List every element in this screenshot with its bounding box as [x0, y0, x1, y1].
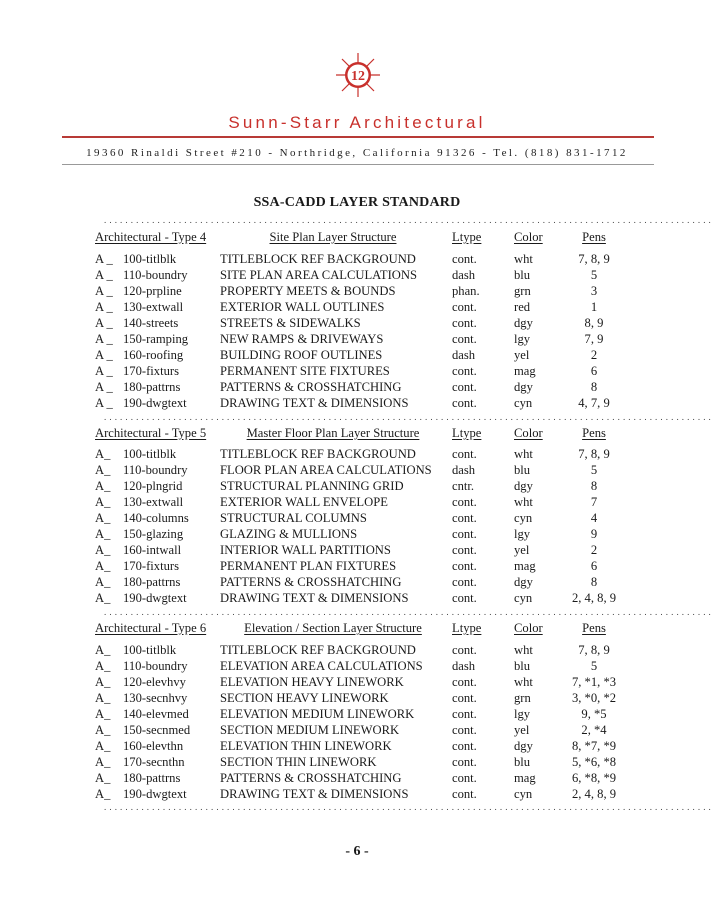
layer-code: 160-roofing	[123, 348, 184, 362]
layer-pens: 6	[590, 559, 598, 573]
layer-color: wht	[514, 675, 533, 689]
company-logo	[335, 52, 381, 98]
layer-color: red	[514, 300, 531, 314]
layer-color: wht	[514, 495, 533, 509]
header-rule	[62, 136, 654, 138]
layer-ltype: cont.	[452, 495, 477, 509]
layer-pens: 1	[590, 300, 598, 314]
layer-color: wht	[514, 447, 533, 461]
layer-code: 120-prpline	[123, 284, 182, 298]
layer-pens: 8	[590, 575, 598, 589]
layer-ltype: cont.	[452, 252, 477, 266]
column-ltype: Ltype	[452, 230, 482, 244]
layer-code: 140-elevmed	[123, 707, 189, 721]
row-prefix: A_	[95, 575, 111, 589]
row-prefix: A_	[95, 559, 111, 573]
section-type-label: Architectural - Type 4	[95, 230, 207, 244]
layer-pens: 7, *1, *3	[571, 675, 617, 689]
layer-color: dgy	[514, 380, 533, 394]
layer-pens: 7, 8, 9	[578, 643, 610, 657]
layer-ltype: dash	[452, 268, 476, 282]
layer-code: 110-boundry	[123, 268, 188, 282]
section-type-label: Architectural - Type 5	[95, 426, 207, 440]
section-structure-label: Site Plan Layer Structure	[269, 230, 397, 244]
layer-code: 180-pattrns	[123, 771, 181, 785]
layer-ltype: cont.	[452, 300, 477, 314]
layer-pens: 2, 4, 8, 9	[571, 591, 617, 605]
layer-code: 110-boundry	[123, 463, 188, 477]
row-prefix: A_	[95, 447, 111, 461]
page-number: - 6 -	[345, 844, 369, 859]
layer-code: 140-streets	[123, 316, 179, 330]
layer-description: FLOOR PLAN AREA CALCULATIONS	[220, 463, 432, 477]
layer-pens: 7	[590, 495, 598, 509]
layer-description: TITLEBLOCK REF BACKGROUND	[220, 447, 416, 461]
layer-code: 180-pattrns	[123, 575, 181, 589]
layer-code: 170-secnthn	[123, 755, 185, 769]
layer-code: 130-secnhvy	[123, 691, 188, 705]
layer-color: mag	[514, 771, 536, 785]
layer-code: 160-intwall	[123, 543, 182, 557]
layer-pens: 5, *6, *8	[571, 755, 617, 769]
column-pens: Pens	[582, 230, 606, 244]
layer-pens: 7, 8, 9	[578, 447, 610, 461]
layer-ltype: cont.	[452, 691, 477, 705]
column-ltype: Ltype	[452, 621, 482, 635]
layer-ltype: cont.	[452, 787, 477, 801]
row-prefix: A_	[95, 643, 111, 657]
layer-color: grn	[514, 284, 531, 298]
layer-description: GLAZING & MULLIONS	[220, 527, 358, 541]
layer-color: yel	[514, 543, 530, 557]
layer-color: lgy	[514, 527, 531, 541]
layer-pens: 5	[590, 268, 598, 282]
row-prefix: A_	[95, 527, 111, 541]
layer-description: PROPERTY MEETS & BOUNDS	[220, 284, 396, 298]
layer-ltype: cont.	[452, 771, 477, 785]
column-color: Color	[514, 621, 543, 635]
layer-color: mag	[514, 364, 536, 378]
layer-color: mag	[514, 559, 536, 573]
layer-pens: 3	[590, 284, 598, 298]
row-prefix: A _	[95, 252, 113, 266]
layer-pens: 6	[590, 364, 598, 378]
layer-pens: 8	[590, 380, 598, 394]
logo-text: 12	[351, 69, 365, 84]
row-prefix: A _	[95, 364, 113, 378]
row-prefix: A _	[95, 284, 113, 298]
logo-emblem-icon	[335, 52, 381, 98]
layer-code: 180-pattrns	[123, 380, 181, 394]
layer-description: DRAWING TEXT & DIMENSIONS	[220, 591, 409, 605]
layer-description: STREETS & SIDEWALKS	[220, 316, 361, 330]
row-prefix: A_	[95, 787, 111, 801]
layer-description: NEW RAMPS & DRIVEWAYS	[220, 332, 384, 346]
layer-pens: 8	[590, 479, 598, 493]
row-prefix: A _	[95, 348, 113, 362]
layer-description: PATTERNS & CROSSHATCHING	[220, 771, 402, 785]
layer-description: INTERIOR WALL PARTITIONS	[220, 543, 391, 557]
layer-ltype: dash	[452, 659, 476, 673]
layer-pens: 2, 4, 8, 9	[571, 787, 617, 801]
layer-description: ELEVATION THIN LINEWORK	[220, 739, 392, 753]
layer-description: BUILDING ROOF OUTLINES	[220, 348, 383, 362]
layer-code: 100-titlblk	[123, 447, 177, 461]
layer-code: 190-dwgtext	[123, 787, 187, 801]
layer-description: DRAWING TEXT & DIMENSIONS	[220, 787, 409, 801]
layer-ltype: phan.	[452, 284, 480, 298]
layer-code: 130-extwall	[123, 495, 184, 509]
row-prefix: A _	[95, 396, 113, 410]
row-prefix: A_	[95, 771, 111, 785]
layer-ltype: cont.	[452, 723, 477, 737]
column-pens: Pens	[582, 621, 606, 635]
layer-code: 190-dwgtext	[123, 591, 187, 605]
layer-color: wht	[514, 643, 533, 657]
layer-code: 160-elevthn	[123, 739, 184, 753]
layer-ltype: dash	[452, 463, 476, 477]
layer-ltype: cont.	[452, 575, 477, 589]
layer-color: cyn	[514, 396, 533, 410]
layer-code: 110-boundry	[123, 659, 188, 673]
layer-pens: 5	[590, 659, 598, 673]
layer-ltype: cont.	[452, 396, 477, 410]
address-rule	[62, 164, 654, 165]
layer-ltype: cont.	[452, 739, 477, 753]
layer-pens: 9	[590, 527, 598, 541]
layer-ltype: cont.	[452, 559, 477, 573]
layer-code: 170-fixturs	[123, 559, 179, 573]
layer-color: dgy	[514, 575, 533, 589]
row-prefix: A_	[95, 479, 111, 493]
layer-color: dgy	[514, 739, 533, 753]
company-name: Sunn-Starr Architectural	[228, 113, 486, 132]
layer-color: blu	[514, 463, 531, 477]
row-prefix: A_	[95, 675, 111, 689]
layer-description: EXTERIOR WALL ENVELOPE	[220, 495, 388, 509]
layer-ltype: cont.	[452, 643, 477, 657]
layer-ltype: cont.	[452, 511, 477, 525]
layer-code: 120-elevhvy	[123, 675, 186, 689]
row-prefix: A_	[95, 495, 111, 509]
row-prefix: A_	[95, 755, 111, 769]
layer-color: yel	[514, 348, 530, 362]
layer-pens: 7, 8, 9	[578, 252, 610, 266]
layer-description: PERMANENT PLAN FIXTURES	[220, 559, 397, 573]
layer-pens: 3, *0, *2	[571, 691, 617, 705]
layer-pens: 8, 9	[584, 316, 604, 330]
row-prefix: A_	[95, 739, 111, 753]
layer-ltype: cont.	[452, 332, 477, 346]
layer-color: wht	[514, 252, 533, 266]
column-color: Color	[514, 230, 543, 244]
layer-code: 150-ramping	[123, 332, 189, 346]
document-title: SSA-CADD LAYER STANDARD	[253, 195, 461, 210]
layer-color: dgy	[514, 479, 533, 493]
layer-code: 140-columns	[123, 511, 189, 525]
layer-color: cyn	[514, 511, 533, 525]
row-prefix: A _	[95, 380, 113, 394]
column-color: Color	[514, 426, 543, 440]
layer-pens: 6, *8, *9	[571, 771, 617, 785]
dotted-separator: ..................................................................................................................	[104, 412, 714, 422]
row-prefix: A_	[95, 723, 111, 737]
layer-ltype: cntr.	[452, 479, 475, 493]
row-prefix: A_	[95, 511, 111, 525]
layer-ltype: cont.	[452, 755, 477, 769]
layer-description: DRAWING TEXT & DIMENSIONS	[220, 396, 409, 410]
layer-description: SECTION HEAVY LINEWORK	[220, 691, 389, 705]
layer-code: 190-dwgtext	[123, 396, 187, 410]
layer-description: PATTERNS & CROSSHATCHING	[220, 575, 402, 589]
layer-code: 150-secnmed	[123, 723, 191, 737]
layer-pens: 2	[590, 348, 598, 362]
layer-description: SITE PLAN AREA CALCULATIONS	[220, 268, 417, 282]
layer-ltype: cont.	[452, 543, 477, 557]
layer-description: STRUCTURAL PLANNING GRID	[220, 479, 404, 493]
section-structure-label: Master Floor Plan Layer Structure	[246, 426, 420, 440]
row-prefix: A _	[95, 300, 113, 314]
layer-description: ELEVATION AREA CALCULATIONS	[220, 659, 423, 673]
layer-description: STRUCTURAL COLUMNS	[220, 511, 367, 525]
layer-description: PATTERNS & CROSSHATCHING	[220, 380, 402, 394]
row-prefix: A_	[95, 543, 111, 557]
dotted-separator: ..................................................................................................................	[104, 215, 714, 225]
layer-description: TITLEBLOCK REF BACKGROUND	[220, 252, 416, 266]
layer-color: cyn	[514, 787, 533, 801]
layer-ltype: cont.	[452, 707, 477, 721]
layer-description: SECTION THIN LINEWORK	[220, 755, 377, 769]
layer-description: ELEVATION HEAVY LINEWORK	[220, 675, 404, 689]
layer-description: ELEVATION MEDIUM LINEWORK	[220, 707, 415, 721]
layer-ltype: cont.	[452, 591, 477, 605]
layer-code: 100-titlblk	[123, 252, 177, 266]
layer-code: 170-fixturs	[123, 364, 179, 378]
layer-description: TITLEBLOCK REF BACKGROUND	[220, 643, 416, 657]
section-type-label: Architectural - Type 6	[95, 621, 207, 635]
layer-ltype: cont.	[452, 447, 477, 461]
layer-color: blu	[514, 755, 531, 769]
row-prefix: A_	[95, 591, 111, 605]
row-prefix: A _	[95, 268, 113, 282]
layer-color: lgy	[514, 332, 531, 346]
layer-pens: 4	[590, 511, 598, 525]
dotted-separator: ..................................................................................................................	[104, 607, 714, 617]
layer-code: 130-extwall	[123, 300, 184, 314]
layer-ltype: cont.	[452, 364, 477, 378]
layer-color: lgy	[514, 707, 531, 721]
layer-code: 100-titlblk	[123, 643, 177, 657]
layer-pens: 2	[590, 543, 598, 557]
row-prefix: A _	[95, 316, 113, 330]
layer-description: EXTERIOR WALL OUTLINES	[220, 300, 385, 314]
column-pens: Pens	[582, 426, 606, 440]
row-prefix: A_	[95, 659, 111, 673]
row-prefix: A_	[95, 691, 111, 705]
layer-pens: 9, *5	[581, 707, 607, 721]
layer-pens: 4, 7, 9	[578, 396, 610, 410]
row-prefix: A _	[95, 332, 113, 346]
column-ltype: Ltype	[452, 426, 482, 440]
layer-color: blu	[514, 268, 531, 282]
row-prefix: A_	[95, 707, 111, 721]
layer-ltype: cont.	[452, 527, 477, 541]
layer-code: 120-plngrid	[123, 479, 183, 493]
layer-pens: 2, *4	[581, 723, 607, 737]
layer-color: blu	[514, 659, 531, 673]
layer-ltype: dash	[452, 348, 476, 362]
layer-ltype: cont.	[452, 675, 477, 689]
section-structure-label: Elevation / Section Layer Structure	[244, 621, 422, 635]
layer-ltype: cont.	[452, 316, 477, 330]
layer-color: yel	[514, 723, 530, 737]
row-prefix: A_	[95, 463, 111, 477]
layer-color: dgy	[514, 316, 533, 330]
layer-ltype: cont.	[452, 380, 477, 394]
layer-description: SECTION MEDIUM LINEWORK	[220, 723, 400, 737]
layer-description: PERMANENT SITE FIXTURES	[220, 364, 390, 378]
layer-color: cyn	[514, 591, 533, 605]
layer-color: grn	[514, 691, 531, 705]
layer-code: 150-glazing	[123, 527, 184, 541]
layer-pens: 8, *7, *9	[571, 739, 617, 753]
layer-pens: 5	[590, 463, 598, 477]
dotted-separator: ..................................................................................................................	[104, 802, 714, 812]
company-address: 19360 Rinaldi Street #210 - Northridge, California 91326 - Tel. (818) 831-1712	[86, 147, 628, 159]
layer-pens: 7, 9	[584, 332, 604, 346]
